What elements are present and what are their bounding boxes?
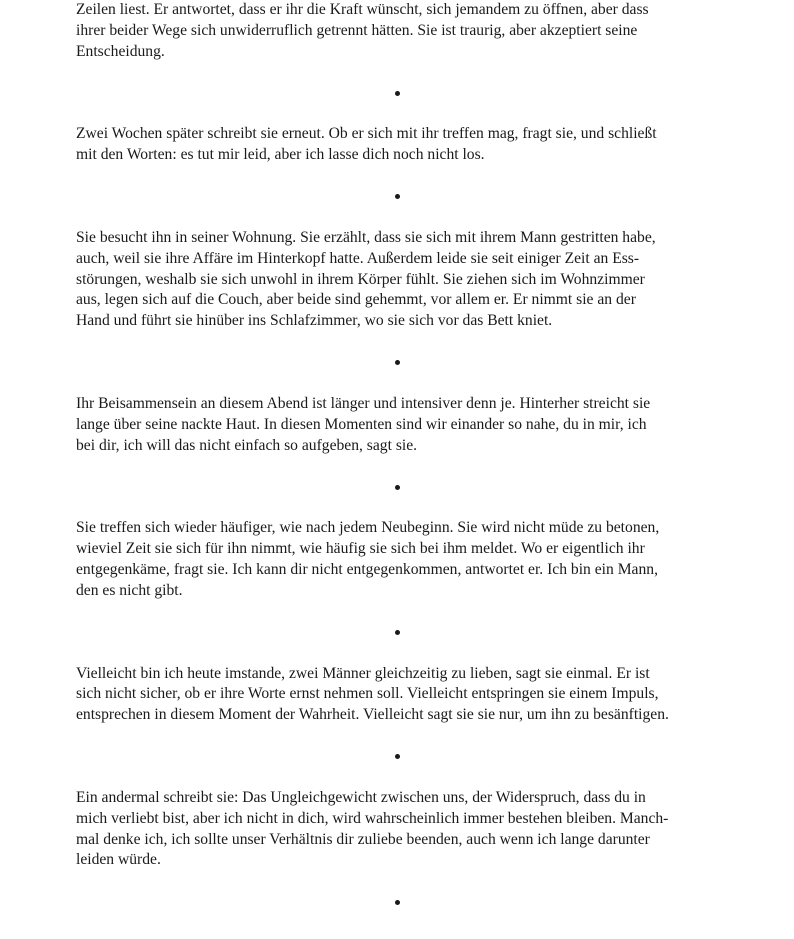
section-separator xyxy=(76,602,718,664)
separator-dot-icon xyxy=(395,91,400,96)
paragraph: Sie treffen sich wieder häufiger, wie nach jedem Neubeginn. Sie wird nicht müde zu betonen, wieviel Zeit sie sich für ihn nimmt, wie häufig sie sich bei ihm meldet. Wo er eigentlich ihr entgegenkäme, fragt sie. Ich kann dir nicht entgegenkommen, antwortet er. Ich bin ein Mann, den es nicht gibt. xyxy=(76,519,660,599)
separator-dot-icon xyxy=(395,900,400,905)
paragraph: Ein andermal schreibt sie: Das Ungleichgewicht zwischen uns, der Widerspruch, dass du in mich verliebt bist, aber ich nicht in dich, wird wahrscheinlich immer bestehen bleiben. Manch- mal denke ich, ich sollte unser Verhältnis dir zuliebe beenden, auch wenn ich lange darunter leiden würde. xyxy=(76,788,669,869)
section-separator xyxy=(76,726,718,788)
section-separator xyxy=(76,166,718,228)
paragraph: Zwei Wochen später schreibt sie erneut. Ob er sich mit ihr treffen mag, fragt sie, und schließt mit den Worten: es tut mir leid, aber ich lasse dich noch nicht los. xyxy=(76,125,657,164)
section-separator xyxy=(76,871,718,933)
paragraph: Ihr Beisammensein an diesem Abend ist länger und intensiver denn je. Hinterher streicht sie lange über seine nackte Haut. In diesen Momenten sind wir einander so nahe, du in mir, ich bei dir, ich will das nicht einfach so aufgeben, sagt sie. xyxy=(76,394,651,454)
paragraph: Sie besucht ihn in seiner Wohnung. Sie erzählt, dass sie sich mit ihrem Mann gestritten habe, auch, weil sie ihre Affäre im Hinterkopf hatte. Außerdem leide sie seit einiger Zeit an Ess- störungen, weshalb sie sich unwohl in ihrem Körper fühlt. Sie ziehen sich im Wohnzimmer aus, legen sich auf die Couch, aber beide sind gehemmt, vor allem er. Er nimmt sie an der Hand und führt sie hinüber ins Schlafzimmer, wo sie sich vor das Bett kniet. xyxy=(76,228,656,330)
paragraph: Vielleicht bin ich heute imstande, zwei Männer gleichzeitig zu lieben, sagt sie einmal. Er ist sich nicht sicher, ob er ihre Worte ernst nehmen soll. Vielleicht entspringen sie einem Impuls, entsprechen in diesem Moment der Wahrheit. Vielleicht sagt sie sie nur, um ihn zu besänftigen. xyxy=(76,664,669,724)
document-page xyxy=(76,0,718,933)
separator-dot-icon xyxy=(395,630,400,635)
separator-dot-icon xyxy=(395,754,400,759)
section-separator xyxy=(76,332,718,394)
paragraph: Zeilen liest. Er antwortet, dass er ihr die Kraft wünscht, sich jemandem zu öffnen, aber dass ihrer beider Wege sich unwiderruflich getrennt hätten. Sie ist traurig, aber akzeptiert seine Entscheidung. xyxy=(76,1,649,60)
section-separator xyxy=(76,456,718,518)
separator-dot-icon xyxy=(395,194,400,199)
separator-dot-icon xyxy=(395,360,400,365)
section-separator xyxy=(76,62,718,124)
separator-dot-icon xyxy=(395,485,400,490)
